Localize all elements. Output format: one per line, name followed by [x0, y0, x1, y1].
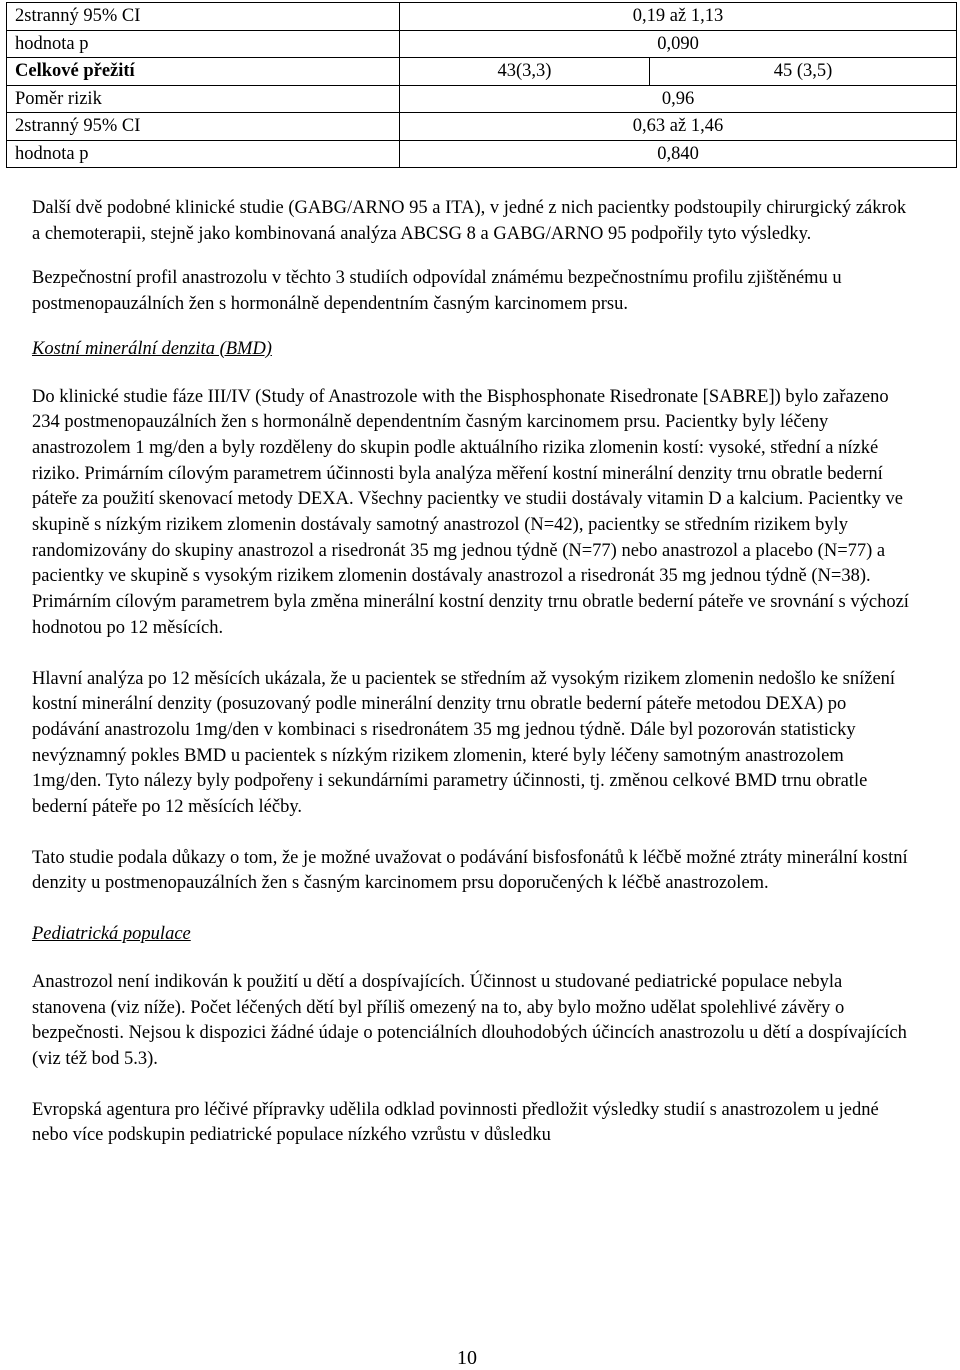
row-value: 0,090 [400, 30, 957, 58]
table-row [7, 30, 957, 58]
table-row [7, 58, 957, 86]
section-heading-pediatric: Pediatrická populace [32, 924, 191, 945]
paragraph-main-analysis: Hlavní analýza po 12 měsících ukázala, že u pacientek se středním až vysokým rizikem zlomenin nedošlo ke snížení kostní minerální denzity (posuzovaný podle minerální denzity trnu obratle bederní páteře metodou DEXA) po podávání anastrozolu 1mg/den v kombinaci s risedronátem 35 mg jednou týdně. Dále byl pozorován statisticky nevýznamný pokles BMD u pacientek s nízkým rizikem zlomenin, které byly léčeny samotným anastrozolem 1mg/den. Tyto nálezy byly podpořeny i sekundárními parametry účinnosti, tj. změnou celkové BMD trnu obratle bederní páteře po 12 měsících léčby. [32, 668, 896, 818]
row-label: Celkové přežití [7, 58, 400, 86]
row-value: 0,96 [400, 85, 957, 113]
row-value-a: 43(3,3) [400, 58, 650, 86]
results-table [6, 2, 957, 168]
row-label: hodnota p [7, 140, 400, 168]
paragraph-sabre-study: Do klinické studie fáze III/IV (Study of Anastrozole with the Bisphosphonate Risedronate [SABRE]) bylo zařazeno 234 postmenopauzálních žen s hormonálně dependentním časným karcinomem prsu. Pacientky byly léčeny anastrozolem 1 mg/den a byly rozděleny do skupin podle aktuálního rizika zlomenin kostí: vysoké, střední a nízké riziko. Primárním cílovým parametrem účinnosti byla analýza měření kostní minerální denzity trnu obratle bederní páteře za použití skenovací metody DEXA. Všechny pacientky ve studii dostávaly vitamin D a kalcium. Pacientky ve skupině s nízkým rizikem zlomenin dostávaly samotný anastrozol (N=42), pacientky se středním rizikem byly randomizovány do skupiny anastrozol a risedronát 35 mg jednou týdně (N=77) nebo anastrozol a placebo (N=77) a pacientky ve skupině s vysokým rizikem zlomenin dostávaly anastrozol a risedronát 35 mg jednou týdně (N=38). Primárním cílovým parametrem byla změna minerální kostní denzity trnu obratle bederní páteře ve srovnání s výchozí hodnotou po 12 měsících. [32, 386, 909, 638]
section-heading-bmd: Kostní minerální denzita (BMD) [32, 338, 272, 359]
paragraph-pediatric: Anastrozol není indikován k použití u dětí a dospívajících. Účinnost u studované pediatrické populace nebyla stanovena (viz níže). Počet léčených dětí byl příliš omezený na to, aby bylo možno udělat spolehlivé závěry o bezpečnosti. Nejsou k dispozici žádné údaje o potenciálních dlouhodobých účincích anastrozolu u dětí a dospívajících (viz též bod 5.3). [32, 971, 907, 1069]
paragraph-safety-profile: Bezpečnostní profil anastrozolu v těchto 3 studiích odpovídal známému bezpečnostnímu profilu zjištěnému u postmenopauzálních žen s hormonálně dependentním časným karcinomem prsu. [32, 268, 842, 315]
row-value: 0,840 [400, 140, 957, 168]
row-label: 2stranný 95% CI [7, 113, 400, 141]
paragraph-conclusion: Tato studie podala důkazy o tom, že je možné uvažovat o podávání bisfosfonátů k léčbě možné ztráty minerální kostní denzity u postmenopauzálních žen s časným karcinomem prsu doporučených k léčbě anastrozolem. [32, 847, 908, 894]
table-row [7, 140, 957, 168]
row-label: Poměr rizik [7, 85, 400, 113]
document-body [32, 196, 912, 1149]
row-value-b: 45 (3,5) [650, 58, 957, 86]
row-value: 0,19 až 1,13 [400, 3, 957, 31]
paragraph-ema-waiver: Evropská agentura pro léčivé přípravky udělila odklad povinnosti předložit výsledky studií s anastrozolem u jedné nebo více podskupin pediatrické populace nízkého vzrůstu v důsledku [32, 1099, 879, 1146]
row-label: 2stranný 95% CI [7, 3, 400, 31]
table-row [7, 85, 957, 113]
paragraph-studies: Další dvě podobné klinické studie (GABG/ARNO 95 a ITA), v jedné z nich pacientky podstoupily chirurgický zákrok a chemoterapii, stejně jako kombinovaná analýza ABCSG 8 a GABG/ARNO 95 podpořily tyto výsledky. [32, 198, 907, 244]
row-value: 0,63 až 1,46 [400, 113, 957, 141]
table-row [7, 113, 957, 141]
table-row [7, 3, 957, 31]
row-label: hodnota p [7, 30, 400, 58]
page-number: 10 [457, 1347, 477, 1369]
